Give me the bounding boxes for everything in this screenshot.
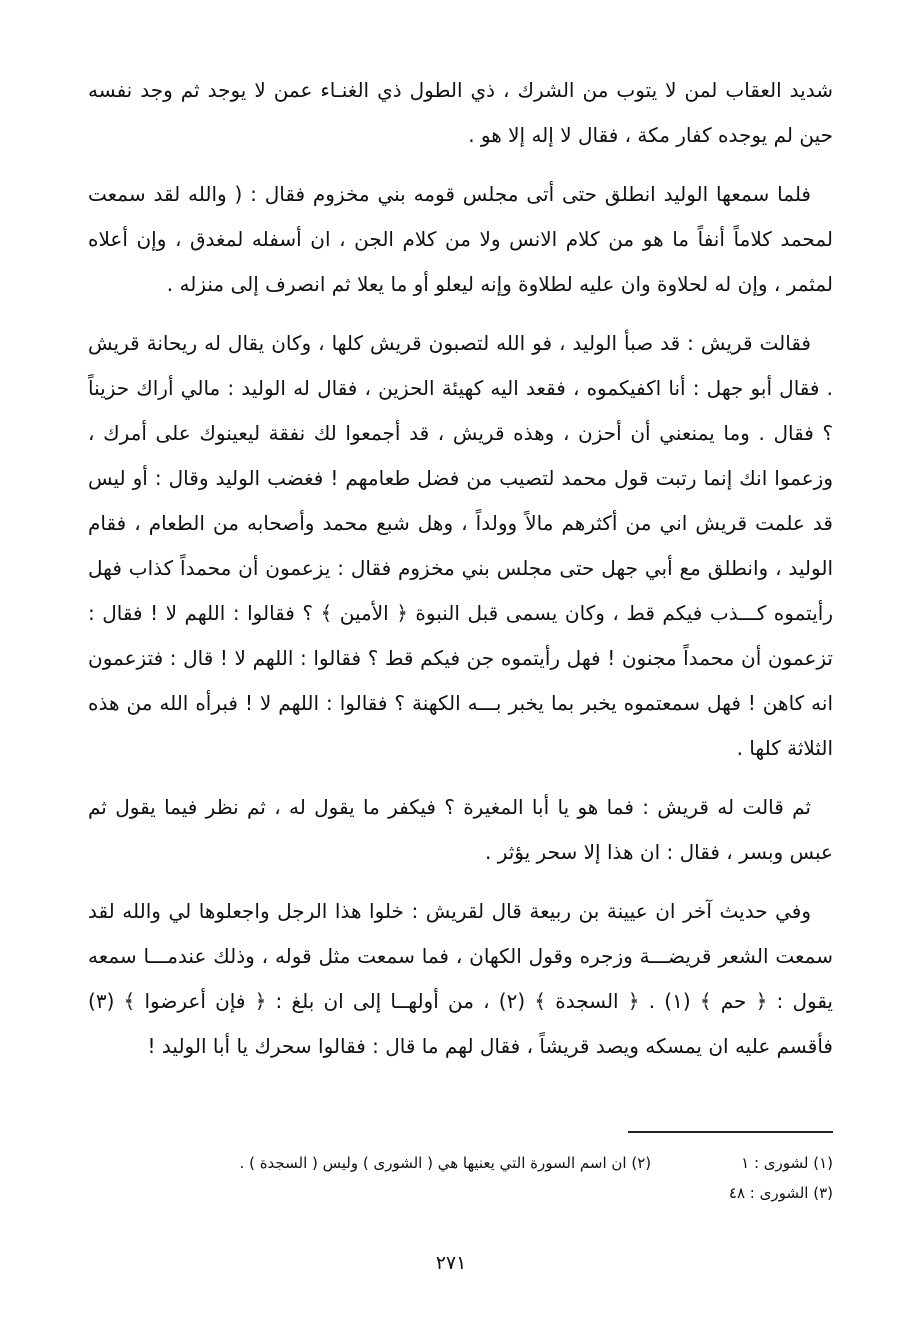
paragraph-5: وفي حديث آخر ان عيينة بن ربيعة قال لقريش : خلوا هذا الرجل واجعلوها لي والله لقد سمعت الشعر قريضـــة وزجره وقول الكهان ، فما سمعت مثل قوله ، وذلك عندمـــا سمعه يقول : ﴿ حم ﴾ (١) . ﴿ السجدة ﴾ (٢) ، من أولهــا إلى ان بلغ : ﴿ فإن أعرضوا ﴾ (٣) فأقسم عليه ان يمسكه ويصد قريشاً ، فقال لهم ما قال : فقالوا سحرك يا أبا الوليد !: [88, 899, 834, 1058]
main-text: [88, 68, 833, 1083]
footnote-1: (١) لشورى : ١: [741, 1154, 833, 1172]
footnote-row: [100, 1148, 833, 1178]
paragraph-1: شديد العقاب لمن لا يتوب من الشرك ، ذي الطول ذي الغنـاء عمن لا يوجد ثم وجد نفسه حين لم يوجده كفار مكة ، فقال لا إله إلا هو .: [88, 78, 833, 147]
paragraph-2: فلما سمعها الوليد انطلق حتى أتى مجلس قومه بني مخزوم فقال : ( والله لقد سمعت لمحمد كلاماً أنفاً ما هو من كلام الانس ولا من كلام الجن ، ان أسفله لمغدق ، وإن أعلاه لمثمر ، وإن له لحلاوة وان عليه لطلاوة وإنه ليعلو أو ما يعلا ثم انصرف إلى منزله .: [88, 182, 833, 296]
footnote-3: (٣) الشورى : ٤٨: [728, 1184, 833, 1202]
footnote-row: [100, 1178, 833, 1208]
page-number: ٢٧١: [435, 1252, 467, 1274]
footnote-2: (٢) ان اسم السورة التي يعنيها هي ( الشورى ) وليس ( السجدة ) .: [239, 1154, 652, 1172]
paragraph-3: فقالت قريش : قد صبأ الوليد ، فو الله لتصبون قريش كلها ، وكان يقال له ريحانة قريش . فقال أبو جهل : أنا اكفيكموه ، فقعد اليه كهيئة الحزين ، فقال له الوليد : مالي أراك حزيناً ؟ فقال . وما يمنعني أن أحزن ، وهذه قريش ، قد أجمعوا لك نفقة ليعينوك على أمرك ، وزعموا انك إنما رتبت قول محمد لتصيب من فضل طعامهم ! فغضب الوليد وقال : أو ليس قد علمت قريش اني من أكثرهم مالاً وولداً ، وهل شبع محمد وأصحابه من الطعام ، فقام الوليد ، وانطلق مع أبي جهل حتى مجلس بني مخزوم فقال : يزعمون أن محمداً كذاب فهل رأيتموه كـــذب فيكم قط ، وكان يسمى قبل النبوة ﴿ الأمين ﴾ ؟ فقالوا : اللهم لا ! فقال : تزعمون أن محمداً مجنون ! فهل رأيتموه جن فيكم قط ؟ فقالوا : اللهم لا ! قال : فتزعمون انه كاهن ! فهل سمعتموه يخبر بما يخبر بـــه الكهنة ؟ فقالوا : اللهم لا ! فبرأه الله من هذه الثلاثة كلها .: [88, 331, 833, 760]
footnote-divider: [628, 1131, 833, 1133]
paragraph-4: ثم قالت له قريش : فما هو يا أبا المغيرة ؟ فيكفر ما يقول له ، ثم نظر فيما يقول ثم عبس وبسر ، فقال : ان هذا إلا سحر يؤثر .: [88, 795, 833, 864]
footnotes: [100, 1148, 833, 1208]
